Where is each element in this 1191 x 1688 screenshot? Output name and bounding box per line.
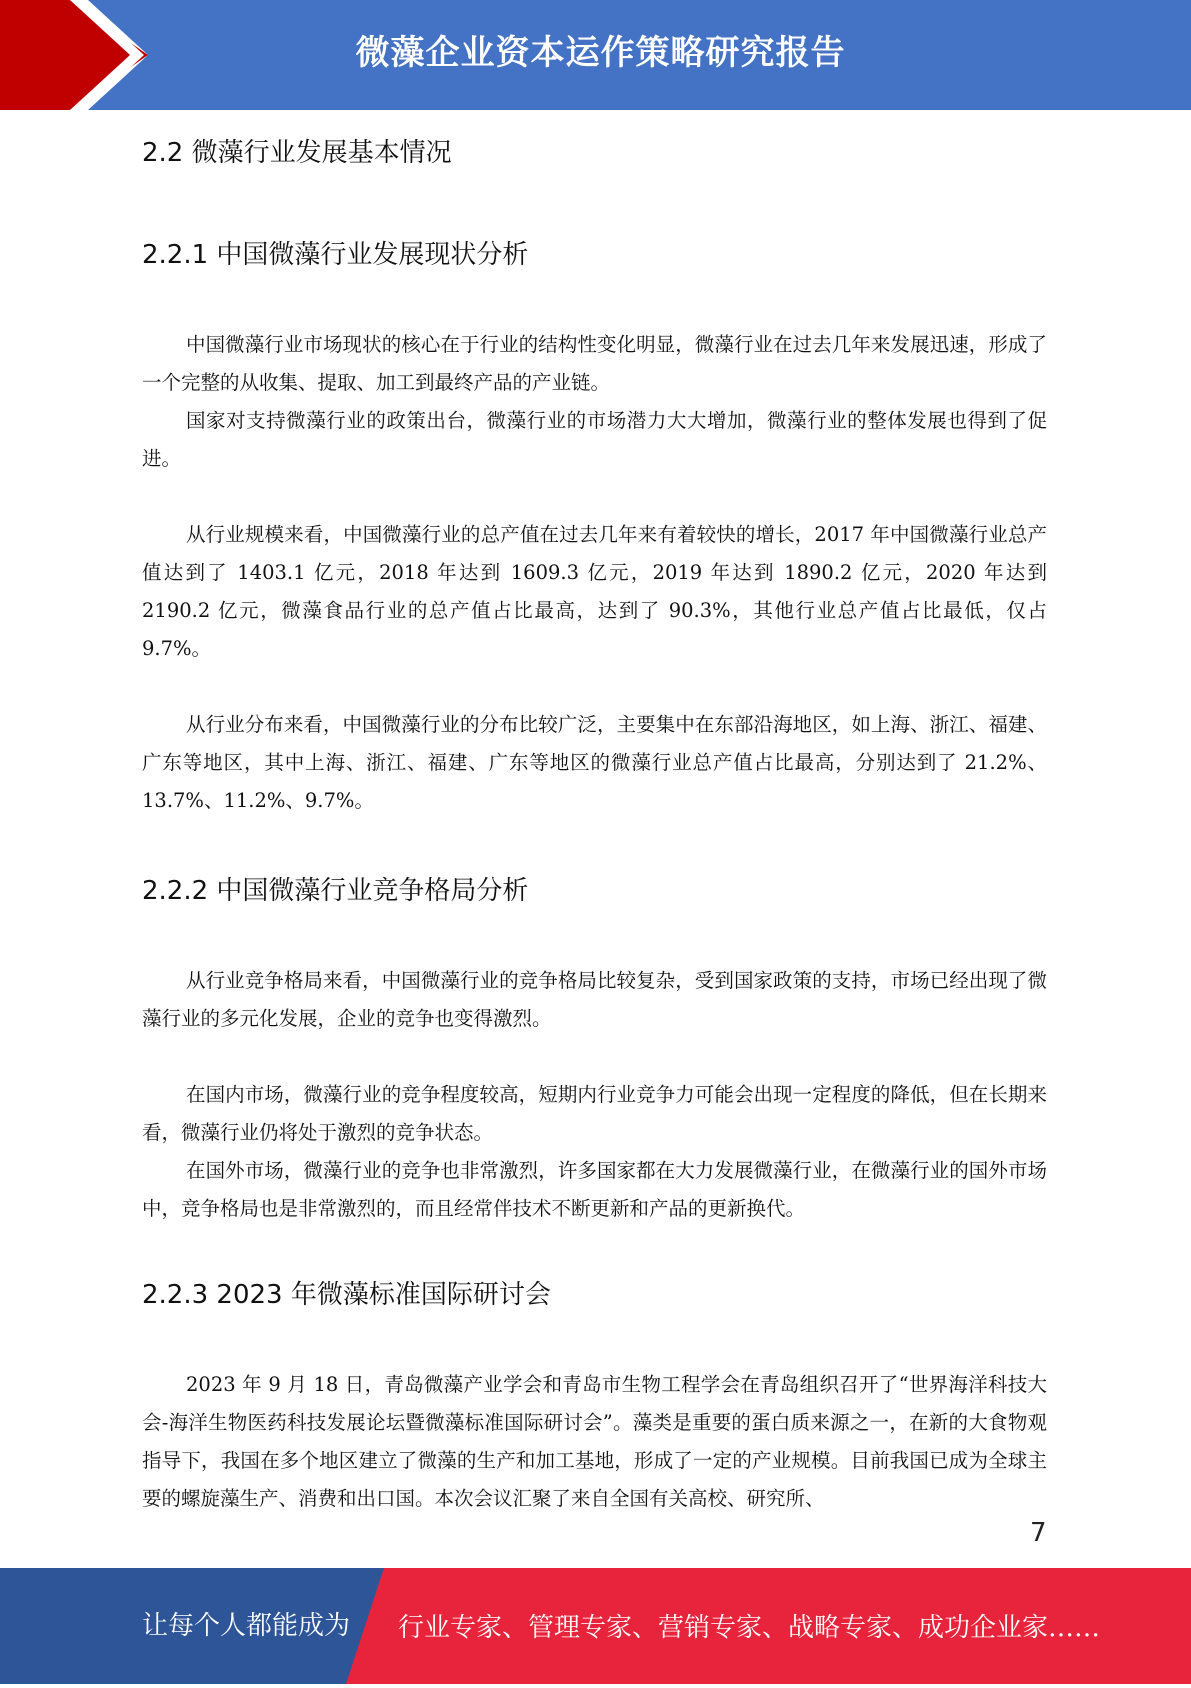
paragraph: 从行业竞争格局来看，中国微藻行业的竞争格局比较复杂，受到国家政策的支持，市场已经出现了微藻行业的多元化发展，企业的竞争也变得激烈。 <box>142 969 1047 1030</box>
subsection-heading-1: 2.2.1 中国微藻行业发展现状分析 <box>142 240 529 270</box>
paragraph: 在国内市场，微藻行业的竞争程度较高，短期内行业竞争力可能会出现一定程度的降低，但在长期来看，微藻行业仍将处于激烈的竞争状态。 <box>142 1083 1047 1144</box>
page-footer <box>0 1568 1191 1684</box>
paragraph: 从行业规模来看，中国微藻行业的总产值在过去几年来有着较快的增长，2017 年中国微藻行业总产值达到了 1403.1 亿元，2018 年达到 1609.3 亿元，2019 年达到 1890.2 亿元，2020 年达到 2190.2 亿元，微藻食品行业的总产值占比最高，达到了 90.3%，其他行业总产值占比最低，仅占 9.7%。 <box>142 523 1047 660</box>
report-title: 微藻企业资本运作策略研究报告 <box>355 33 846 73</box>
section-heading: 2.2 微藻行业发展基本情况 <box>142 138 452 168</box>
subsection-heading-2: 2.2.2 中国微藻行业竞争格局分析 <box>142 876 529 906</box>
page-number: 7 <box>1030 1518 1047 1548</box>
paragraph: 国家对支持微藻行业的政策出台，微藻行业的市场潜力大大增加，微藻行业的整体发展也得到了促进。 <box>142 409 1047 470</box>
footer-slogan-right: 行业专家、管理专家、营销专家、战略专家、成功企业家…… <box>398 1613 1101 1643</box>
paragraph: 2023 年 9 月 18 日，青岛微藻产业学会和青岛市生物工程学会在青岛组织召开了“世界海洋科技大会-海洋生物医药科技发展论坛暨微藻标准国际研讨会”。藻类是重要的蛋白质来源之一，在新的大食物观指导下，我国在多个地区建立了微藻的生产和加工基地，形成了一定的产业规模。目前我国已成为全球主要的螺旋藻生产、消费和出口国。本次会议汇聚了来自全国有关高校、研究所、 <box>142 1373 1047 1510</box>
paragraph: 在国外市场，微藻行业的竞争也非常激烈，许多国家都在大力发展微藻行业，在微藻行业的国外市场中，竞争格局也是非常激烈的，而且经常伴技术不断更新和产品的更新换代。 <box>142 1159 1047 1220</box>
subsection-heading-3: 2.2.3 2023 年微藻标准国际研讨会 <box>142 1280 551 1310</box>
footer-slogan-left: 让每个人都能成为 <box>142 1611 351 1641</box>
paragraph: 中国微藻行业市场现状的核心在于行业的结构性变化明显，微藻行业在过去几年来发展迅速，形成了一个完整的从收集、提取、加工到最终产品的产业链。 <box>142 333 1047 394</box>
page-header <box>0 0 1191 110</box>
paragraph: 从行业分布来看，中国微藻行业的分布比较广泛，主要集中在东部沿海地区，如上海、浙江、福建、广东等地区，其中上海、浙江、福建、广东等地区的微藻行业总产值占比最高，分别达到了 21.2%、13.7%、11.2%、9.7%。 <box>142 713 1047 812</box>
